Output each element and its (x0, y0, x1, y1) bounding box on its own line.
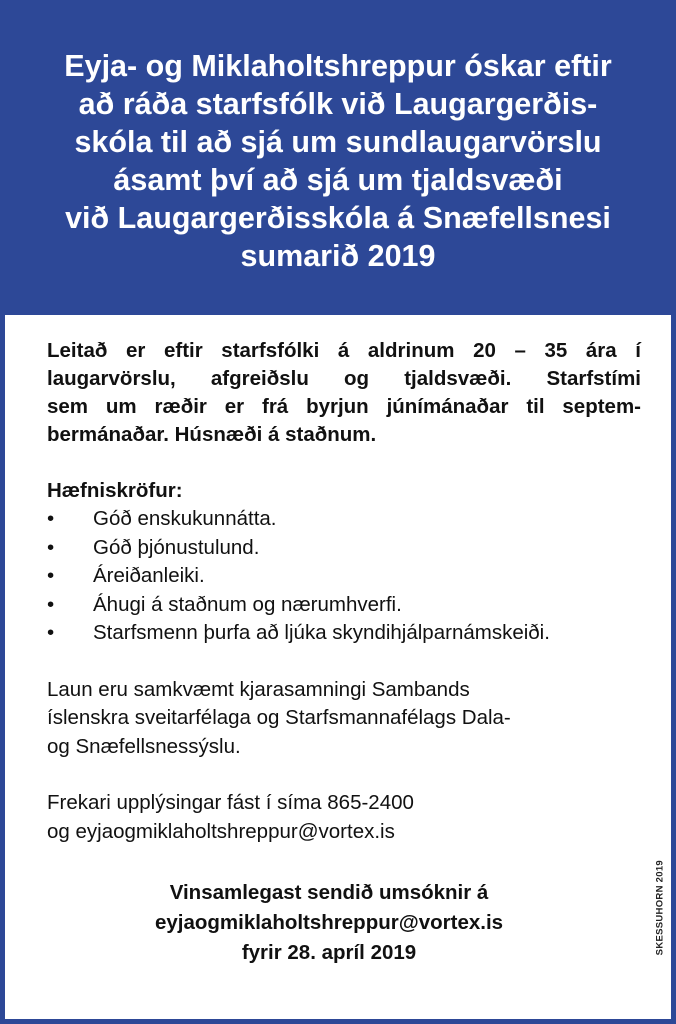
list-item (47, 562, 641, 591)
qualifications-list (47, 505, 641, 648)
list-item-text: Góð enskukunnátta. (93, 507, 277, 530)
bullet-icon: • (47, 535, 55, 559)
contact-info-paragraph (47, 789, 641, 846)
list-item (47, 619, 641, 648)
list-item-text: Góð þjónustulund. (93, 535, 260, 559)
header-line: sumarið 2019 (240, 239, 436, 273)
list-item (47, 505, 641, 534)
header-line: skóla til að sjá um sundlaugarvörslu (74, 125, 602, 159)
list-item-text: Áhugi á staðnum og nærumhverfi. (93, 592, 402, 616)
salary-paragraph (47, 676, 641, 762)
header-line: Eyja- og Miklaholtshreppur óskar eftir (64, 49, 612, 83)
bullet-icon: • (47, 621, 55, 644)
list-item (47, 591, 641, 620)
header-line: ásamt því að sjá um tjaldsvæði (113, 163, 563, 197)
closing-paragraph (47, 878, 641, 968)
salary-line: Laun eru samkvæmt kjarasamningi Sambands (47, 677, 470, 701)
bullet-icon: • (47, 564, 55, 587)
publisher-credit: SKESSUHORN 2019 (654, 860, 665, 956)
phone-line: Frekari upplýsingar fást í síma 865-2400 (47, 791, 414, 814)
email-line: og eyjaogmiklaholtshreppur@vortex.is (47, 819, 395, 843)
header-line: að ráða starfsfólk við Laugargerðis- (78, 87, 598, 121)
closing-deadline: fyrir 28. apríl 2019 (241, 941, 417, 964)
salary-line: íslenskra sveitarfélaga og Starfsmannafélags Dala- (47, 706, 511, 729)
qualifications-heading: Hæfniskröfur: (47, 479, 183, 502)
intro-line: laugarvörslu, afgreiðslu og tjaldsvæði. Starfstími (47, 367, 641, 390)
bullet-icon: • (47, 592, 55, 616)
ad-header (5, 5, 671, 315)
list-item-text: Áreiðanleiki. (93, 564, 205, 587)
salary-line: og Snæfellsnessýslu. (47, 734, 241, 758)
closing-email: eyjaogmiklaholtshreppur@vortex.is (154, 911, 504, 934)
list-item-text: Starfsmenn þurfa að ljúka skyndihjálparnámskeiði. (93, 621, 550, 644)
ad-body (5, 315, 671, 968)
intro-line: Leitað er eftir starfsfólki á aldrinum 20 – 35 ára í (47, 339, 641, 362)
intro-line: bermánaðar. Húsnæði á staðnum. (47, 423, 377, 446)
closing-line: Vinsamlegast sendið umsóknir á (169, 881, 489, 904)
intro-line: sem um ræðir er frá byrjun júnímánaðar til septem- (47, 395, 641, 418)
list-item (47, 534, 641, 563)
intro-paragraph (47, 337, 641, 449)
header-line: við Laugargerðisskóla á Snæfellsnesi (65, 201, 611, 235)
bullet-icon: • (47, 507, 55, 530)
